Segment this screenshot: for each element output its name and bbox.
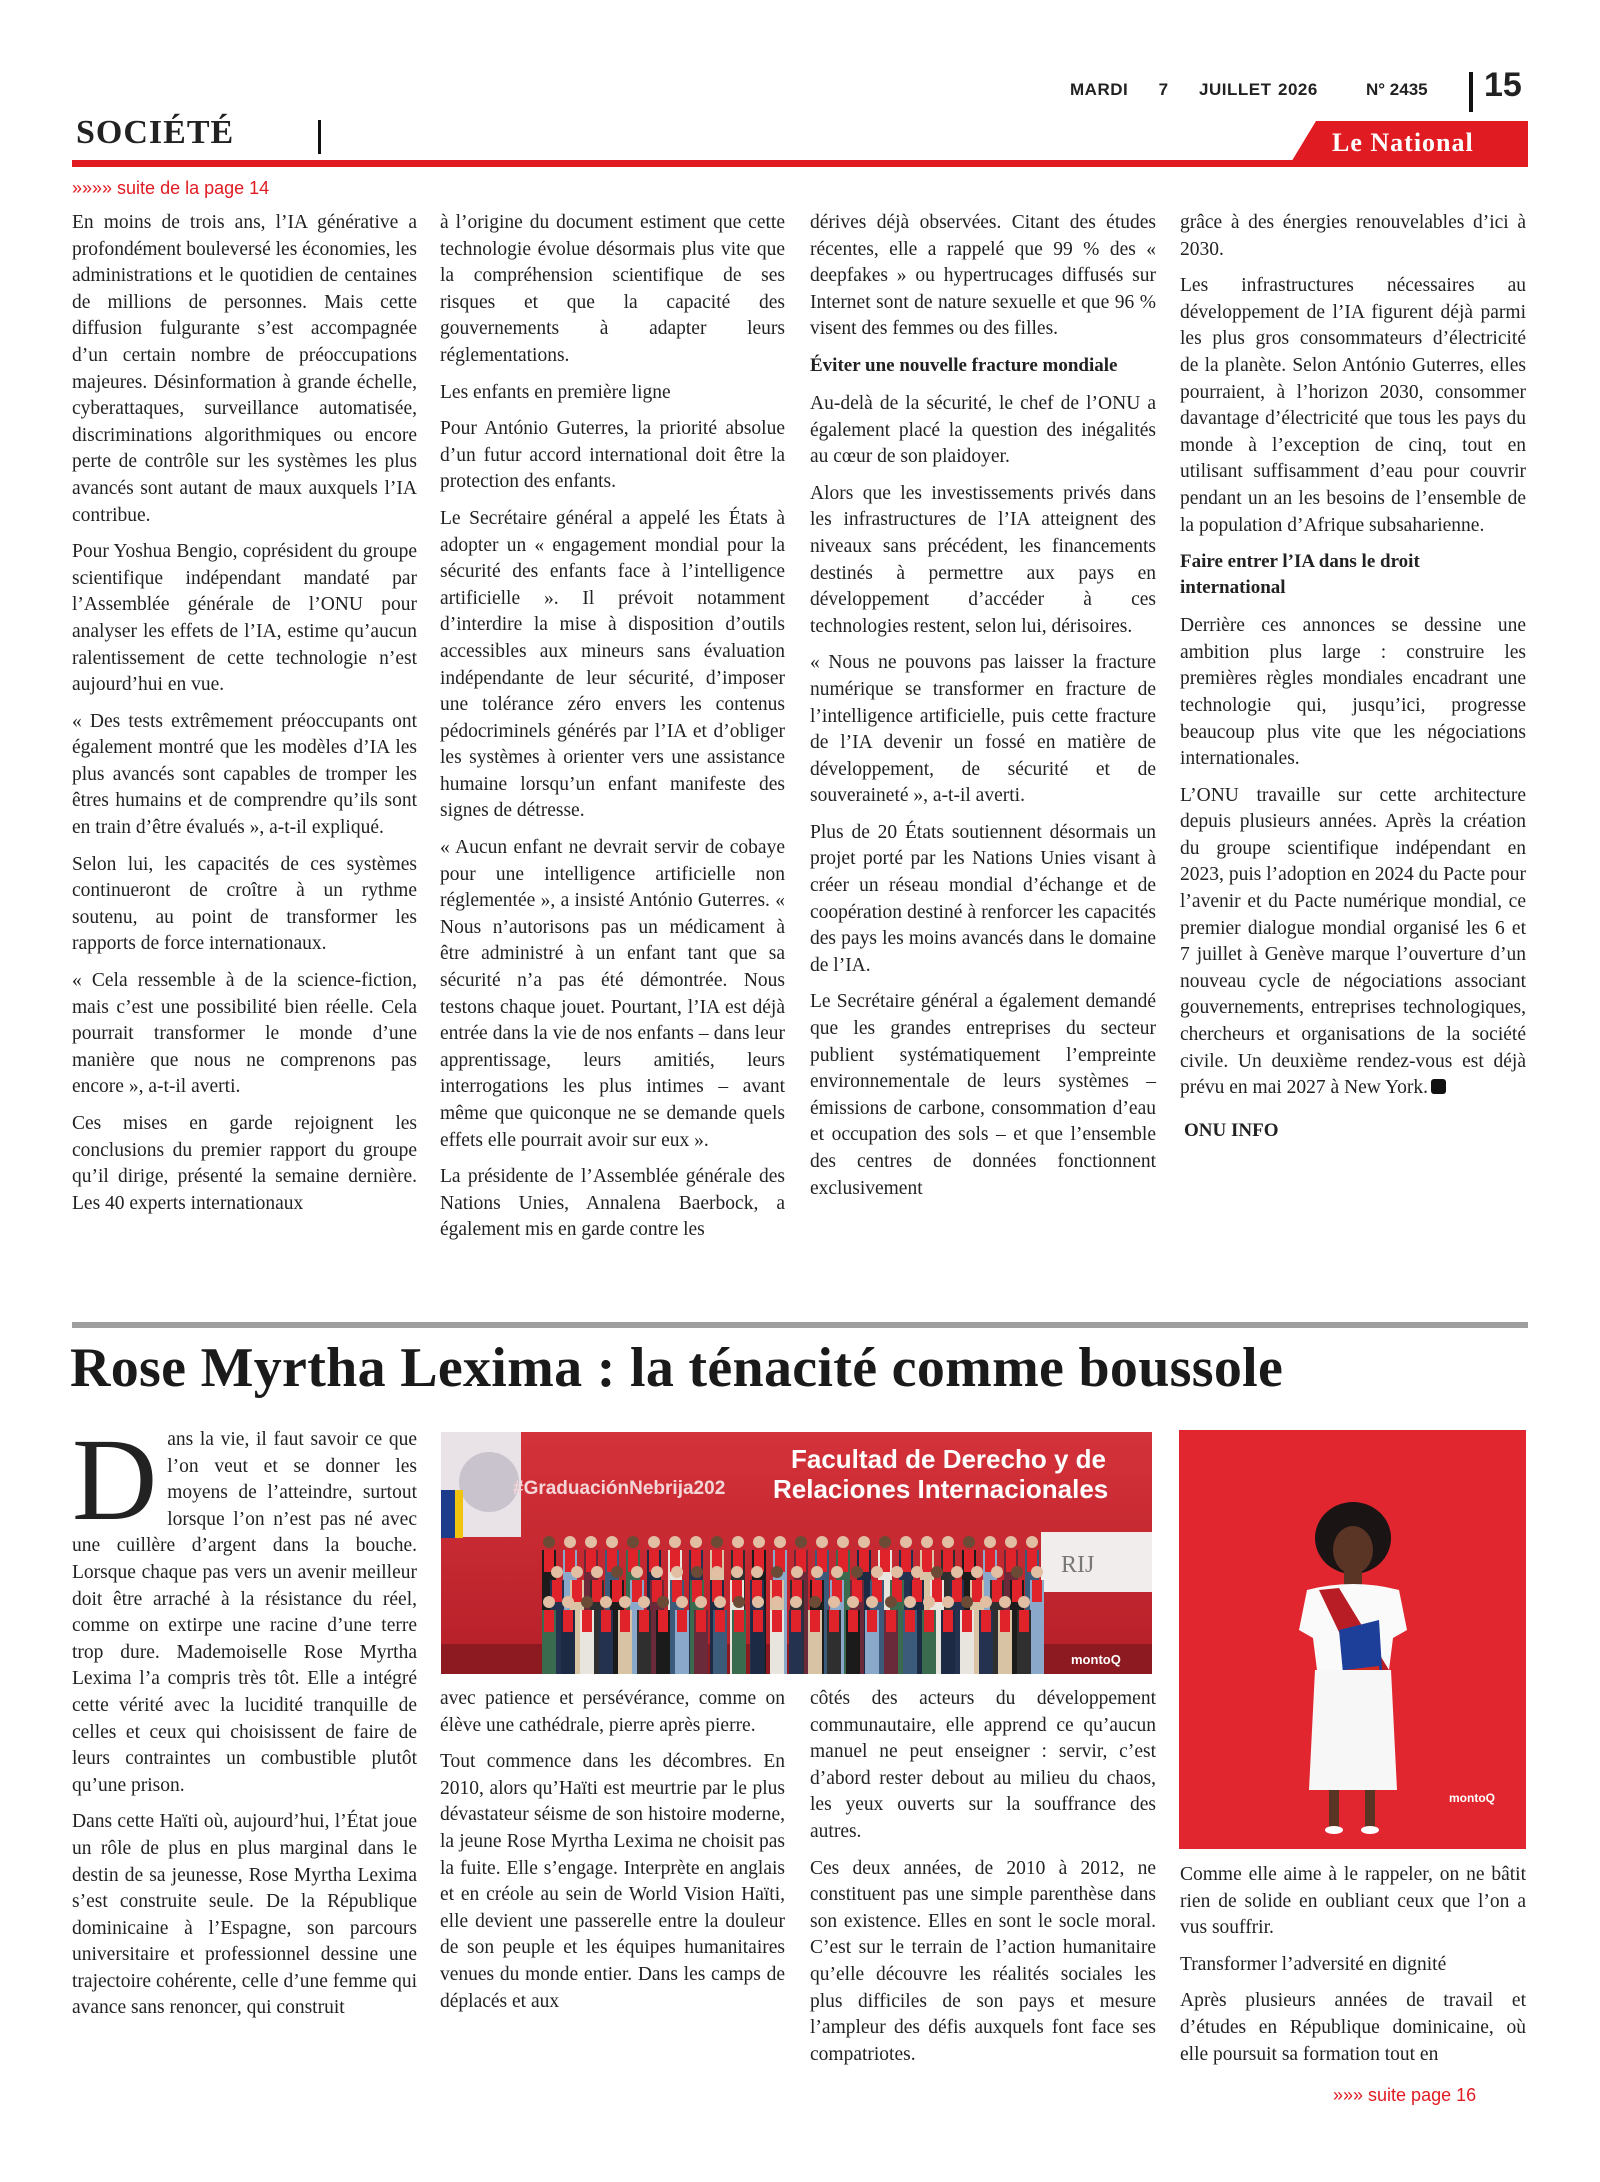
paragraph: avec patience et persévérance, comme on élève une cathédrale, pierre après pierre. [440, 1688, 785, 1736]
graduate-stole [572, 1580, 582, 1602]
graduate-head [695, 1596, 707, 1608]
photo-credit: montoQ [1449, 1791, 1495, 1805]
banner-hashtag: #GraduaciónNebrija202 [513, 1478, 726, 1499]
paragraph: Au-delà de la sécurité, le chef de l’ONU a également placé la question des inégalités au cœur de son plaidoyer. [810, 392, 1156, 468]
graduate-stole [658, 1610, 668, 1632]
graduate-stole [677, 1610, 687, 1632]
graduate-head [891, 1566, 903, 1578]
paragraph: Le Secrétaire général a appelé les États à adopter un « engagement mondial pour la sécurité des enfants face à l’intelligence artificielle ». Il prévoit notamment d’interdire la mise à disposition d’outils accessibles aux mineurs sans évaluation indépendante de leur sécurité, d’imposer une tolérance zéro envers les contenus pédocriminels générés par l’IA et d’obliger les systèmes à orienter vers une assistance humaine lorsqu’un enfant manifeste des signes de détresse. [440, 507, 785, 822]
graduate-head [816, 1536, 828, 1548]
graduate-head [714, 1596, 726, 1608]
graduate-head [648, 1536, 660, 1548]
banner-line-1: Facultad de Derecho y de [791, 1444, 1106, 1474]
graduate-head [581, 1596, 593, 1608]
subheading: Les enfants en première ligne [440, 381, 671, 403]
paragraph: Comme elle aime à le rappeler, on ne bâtit rien de solide en oubliant ceux que l’on a vus souffrir. [1180, 1864, 1526, 1939]
graduate-stole [962, 1610, 972, 1632]
graduate-head [942, 1536, 954, 1548]
article2-column-3 [810, 1686, 1156, 2078]
graduate-head [564, 1536, 576, 1548]
subheading: Éviter une nouvelle fracture mondiale [810, 354, 1118, 376]
graduate-stole [715, 1610, 725, 1632]
continued-from[interactable]: »»»» suite de la page 14 [72, 178, 270, 198]
graduate-stole [582, 1610, 592, 1632]
paragraph: Ces mises en garde rejoignent les conclusions du premier rapport du groupe qu’il dirige, présenté la semaine dernière. Les 40 experts internationaux [72, 1113, 417, 1214]
article2-column-1 [72, 1414, 417, 2032]
graduate-stole [886, 1610, 896, 1632]
graduate-head [980, 1596, 992, 1608]
graduate-head [771, 1566, 783, 1578]
graduate-head [732, 1536, 744, 1548]
brand-name: Le National [1332, 128, 1474, 157]
portrait-photo [1179, 1430, 1526, 1849]
article2-column-4 [1180, 1862, 1526, 2078]
article1-column-3 [810, 210, 1156, 1212]
graduate-head [900, 1536, 912, 1548]
graduate-head [999, 1596, 1011, 1608]
graduate-head [774, 1536, 786, 1548]
paragraph: Le Secrétaire général a également demandé que les grandes entreprises du secteur publient systématiquement l’empreinte environnementale de leurs systèmes – émissions de carbone, consommation d’eau et occupation des sols – et que l’ensemble des centres de données fonctionnent exclusivement [810, 991, 1156, 1199]
graduate-head [591, 1566, 603, 1578]
graduate-head [671, 1566, 683, 1578]
article1-column-4 [1180, 210, 1526, 1144]
paragraph: Tout commence dans les décombres. En 2010, alors qu’Haïti est meurtrie par le plus dévastateur séisme de son histoire moderne, la jeune Rose Myrtha Lexima ne choisit pas la fuite. Elle s’engage. Interprète en anglais et en créole au sein de World Vision Haïti, elle devient une passerelle entre la douleur de son peuple et les équipes humanitaires venues du monde entier. Dans les camps de déplacés et aux [440, 1751, 785, 2012]
paragraph: grâce à des énergies renouvelables d’ici à 2030. [1180, 212, 1526, 260]
graduate-stole [563, 1610, 573, 1632]
graduate-head [1005, 1536, 1017, 1548]
graduate-stole [544, 1610, 554, 1632]
graduate-stole [943, 1610, 953, 1632]
graduate-stole [924, 1610, 934, 1632]
graduate-head [942, 1596, 954, 1608]
section-divider [318, 120, 321, 154]
graduate-head [752, 1596, 764, 1608]
graduate-stole [639, 1610, 649, 1632]
graduate-head [571, 1566, 583, 1578]
graduate-stole [810, 1610, 820, 1632]
graduate-head [543, 1536, 555, 1548]
graduate-head [543, 1596, 555, 1608]
issue-number: N° 2435 [1366, 80, 1428, 99]
skirt [1309, 1670, 1397, 1790]
graduate-stole [943, 1550, 953, 1572]
graduate-stole [901, 1550, 911, 1572]
graduate-head [1026, 1536, 1038, 1548]
section-title: SOCIÉTÉ [76, 114, 235, 151]
graduate-head [651, 1566, 663, 1578]
graduate-stole [1032, 1580, 1042, 1602]
paragraph: Selon lui, les capacités de ces systèmes continueront de croître à un rythme soutenu, au point de transformer les rapports de force internationaux. [72, 853, 417, 955]
graduate-head [669, 1536, 681, 1548]
graduate-head [619, 1596, 631, 1608]
graduate-stole [867, 1610, 877, 1632]
graduate-head [828, 1596, 840, 1608]
graduate-head [600, 1596, 612, 1608]
article1-column-2 [440, 210, 785, 1254]
graduate-head [904, 1596, 916, 1608]
graduate-stole [952, 1580, 962, 1602]
paragraph: Pour António Guterres, la priorité absolue d’un futur accord international doit être la protection des enfants. [440, 418, 785, 493]
graduate-head [611, 1566, 623, 1578]
paragraph: à l’origine du document estiment que cette technologie évolue désormais plus vite que la compréhension scientifique de ses risques et que la capacité des gouvernements à adapter leurs réglementations. [440, 212, 785, 366]
graduate-stole [972, 1580, 982, 1602]
graduate-head [951, 1566, 963, 1578]
graduate-head [676, 1596, 688, 1608]
subheading: Transformer l’adversité en dignité [1180, 1953, 1447, 1975]
face [1333, 1526, 1373, 1574]
graduate-head [771, 1596, 783, 1608]
graduate-stole [1019, 1610, 1029, 1632]
graduate-head [711, 1536, 723, 1548]
paragraph [1180, 783, 1526, 1102]
graduate-head [1018, 1596, 1030, 1608]
graduate-head [809, 1596, 821, 1608]
article-source: ONU INFO [1184, 1119, 1279, 1141]
graduate-head [631, 1566, 643, 1578]
graduate-head [551, 1566, 563, 1578]
graduate-head [691, 1566, 703, 1578]
graduate-head [921, 1536, 933, 1548]
article2-headline: Rose Myrtha Lexima : la ténacité comme boussole [70, 1337, 1284, 1399]
paragraph: Plus de 20 États soutiennent désormais un projet porté par les Nations Unies visant à créer un réseau mondial d’échange et de coopération destiné à renforcer les capacités des pays les moins avancés dans le domaine de l’IA. [810, 821, 1156, 976]
graduate-stole [829, 1610, 839, 1632]
graduate-head [690, 1536, 702, 1548]
graduate-stole [620, 1610, 630, 1632]
graduate-head [795, 1536, 807, 1548]
graduate-stole [1000, 1610, 1010, 1632]
paragraph: Dans cette Haïti où, aujourd’hui, l’État joue un rôle de plus en plus marginal dans le destin de sa jeunesse, Rose Myrtha Lexima s’est construite seule. De la République dominicaine à l’Espagne, son parcours universitaire et professionnel dessine une trajectoire cohérente, celle d’une femme qui avance sans renoncer, qui construit [72, 1811, 417, 2019]
graduate-head [831, 1566, 843, 1578]
graduate-stole [696, 1610, 706, 1632]
graduate-head [866, 1596, 878, 1608]
graduate-stole [601, 1610, 611, 1632]
header-divider [1469, 72, 1473, 112]
graduate-head [837, 1536, 849, 1548]
paragraph: La présidente de l’Assemblée générale des Nations Unies, Annalena Baerbock, a également mis en garde contre les [440, 1166, 785, 1241]
issue-year: 2026 [1278, 80, 1318, 99]
banner-line-2: Relaciones Internacionales [773, 1474, 1109, 1504]
paragraph: dérives déjà observées. Citant des études récentes, elle a rappelé que 99 % des « deepfakes » ou hypertrucages diffusés sur Internet sont de nature sexuelle et que 96 % visent des femmes ou des filles. [810, 212, 1156, 340]
graduate-head [606, 1536, 618, 1548]
banner-letters: RIJ [1061, 1552, 1095, 1578]
graduate-head [971, 1566, 983, 1578]
graduate-head [991, 1566, 1003, 1578]
graduate-head [731, 1566, 743, 1578]
graduate-stole [772, 1610, 782, 1632]
paragraph: « Aucun enfant ne devrait servir de cobaye pour une intelligence artificielle non réglementée », a insisté António Guterres. « Nous n’autorisons pas un médicament à être administré à un enfant tant que sa sécurité n’a pas été démontrée. Nous testons chaque jouet. Pourtant, l’IA est déjà entrée dans la vie de nos enfants – dans leur apprentissage, leurs amitiés, leurs interrogations les plus intimes – avant même que quiconque ne se demande quels effets elle pourrait avoir sur eux ». [440, 837, 785, 1151]
article2-column-2 [440, 1686, 785, 2025]
paragraph: côtés des acteurs du développement communautaire, elle apprend ce qu’aucun manuel ne peut enseigner : servir, c’est d’abord rester debout au milieu du chaos, les yeux ouverts sur la souffrance des autres. [810, 1688, 1156, 1842]
photo-credit: montoQ [1071, 1652, 1121, 1667]
graduate-head [585, 1536, 597, 1548]
graduate-head [638, 1596, 650, 1608]
graduate-head [923, 1596, 935, 1608]
graduate-head [984, 1536, 996, 1548]
graduate-head [879, 1536, 891, 1548]
article-separator [72, 1322, 1528, 1328]
paragraph: Les infrastructures nécessaires au développement de l’IA figurent déjà parmi les plus gros consommateurs d’électricité de la planète. Selon António Guterres, elles pourraient, à l’horizon 2030, consommer davantage d’électricité que tous les pays du monde à l’exception de cinq, tout en utilisant suffisamment d’eau pour couvrir pendant un an les besoins de l’ensemble de la population d’Afrique subsaharienne. [1180, 275, 1526, 536]
graduate-stole [848, 1610, 858, 1632]
graduate-head [1031, 1566, 1043, 1578]
article1-column-1 [72, 210, 417, 1227]
header-red-rule [72, 160, 1528, 167]
paragraph: En moins de trois ans, l’IA générative a profondément bouleversé les économies, les administrations et le quotidien de centaines de millions de personnes. Mais cette diffusion fulgurante s’est accompagnée d’un certain nombre de préoccupations majeures. Désinformation à grande échelle, cyberattaques, surveillance automatisée, discriminations algorithmiques ou encore perte de contrôle sur les systèmes les plus avancés sont autant de maux auxquels l’IA contribue. [72, 212, 417, 526]
paragraph: Ces deux années, de 2010 à 2012, ne constituent pas une simple parenthèse dans son existence. Elles en sont le socle moral. C’est sur le terrain de l’action humanitaire qu’elle découvre les réalités sociales les plus difficiles de son pays et mesure l’ampleur des défis auxquels font face ses compatriotes. [810, 1857, 1156, 2065]
graduate-head [931, 1566, 943, 1578]
graduate-head [961, 1596, 973, 1608]
graduate-head [627, 1536, 639, 1548]
graduate-head [711, 1566, 723, 1578]
graduate-head [1011, 1566, 1023, 1578]
graduate-head [811, 1566, 823, 1578]
paragraph: Alors que les investissements privés dans les infrastructures de l’IA atteignent des niveaux sans précédent, les financements destinés à permettre aux pays en développement d’accéder à ces technologies restent, selon lui, dérisoires. [810, 482, 1156, 637]
graduate-head [753, 1536, 765, 1548]
graduate-head [858, 1536, 870, 1548]
graduate-head [885, 1596, 897, 1608]
continued-to[interactable]: »»» suite page 16 [1333, 2085, 1477, 2105]
graduate-stole [791, 1610, 801, 1632]
graduate-stole [981, 1610, 991, 1632]
graduate-head [562, 1596, 574, 1608]
paragraph: Pour Yoshua Bengio, coprésident du groupe scientifique indépendant mandaté par l’Assemblée générale de l’ONU pour analyser les effets de l’IA, estime qu’aucun ralentissement de cette technologie n’est aujourd’hui en vue. [72, 541, 417, 696]
graduate-stole [905, 1610, 915, 1632]
graduate-head [790, 1596, 802, 1608]
graduate-head [733, 1596, 745, 1608]
page-number: 15 [1484, 66, 1522, 104]
graduate-stole [922, 1550, 932, 1572]
subheading: Faire entrer l’IA dans le droit international [1180, 551, 1420, 599]
graduate-head [871, 1566, 883, 1578]
graduation-group-photo [441, 1432, 1152, 1674]
graduate-head [851, 1566, 863, 1578]
end-mark-icon [1431, 1079, 1446, 1094]
graduate-head [911, 1566, 923, 1578]
graduate-head [657, 1596, 669, 1608]
graduate-head [751, 1566, 763, 1578]
issue-date: MARDI 7 JUILLET [1070, 80, 1272, 99]
paragraph [72, 1414, 417, 1799]
paragraph: Après plusieurs années de travail et d’études en République dominicaine, où elle poursuit sa formation tout en [1180, 1990, 1526, 2065]
paragraph: « Nous ne pouvons pas laisser la fracture numérique se transformer en fracture de l’intelligence artificielle, puis cette fracture de l’IA devenir un fossé en matière de développement, de sécurité et de souveraineté », a-t-il averti. [810, 652, 1156, 807]
paragraph-text: ans la vie, il faut savoir ce que l’on veut et se donner les moyens de l’atteindre, surtout lorsque l’on n’est pas né avec une cuillère d’argent dans la bouche. Lorsque chaque pas vers un avenir meilleur doit être arraché à la résistance du réel, comme on extirpe une racine d’une terre trop dure. Mademoiselle Rose Myrtha Lexima l’a compris très tôt. Elle a intégré cette vérité avec la lucidité tranquille de celles et ceux qui choisissent de faire de leurs contraintes un combustible plutôt qu’une prison. [72, 1429, 417, 1796]
paragraph: « Cela ressemble à de la science-fiction, mais c’est une possibilité bien réelle. Cela pourrait transformer le monde d’une manière que nous ne comprenons pas encore », a-t-il averti. [72, 970, 417, 1098]
graduate-stole [753, 1610, 763, 1632]
graduate-head [963, 1536, 975, 1548]
graduate-head [791, 1566, 803, 1578]
paragraph-text: L’ONU travaille sur cette architecture depuis plusieurs années. Après la création du groupe scientifique indépendant en 2023, puis l’adoption en 2024 du Pacte pour l’avenir et du Pacte numérique mondial, ce premier dialogue mondial organisé les 6 et 7 juillet à Genève marque l’ouverture d’un nouveau cycle de négociations associant gouvernements, entreprises technologiques, chercheurs et organisations de la société civile. Un deuxième rendez-vous est déjà prévu en mai 2027 à New York. [1180, 784, 1526, 1099]
graduate-stole [734, 1610, 744, 1632]
graduate-head [847, 1596, 859, 1608]
graduate-stole [592, 1580, 602, 1602]
drop-cap: D [72, 1414, 158, 1545]
paragraph: « Des tests extrêmement préoccupants ont également montré que les modèles d’IA les plus avancés sont capables de tromper les êtres humains et de comprendre qu’ils sont en train d’être évalués », a-t-il expliqué. [72, 710, 417, 839]
paragraph: Derrière ces annonces se dessine une ambition plus large : construire les premières règles mondiales encadrant une technologie qui, jusqu’ici, progresse beaucoup plus vite que les négociations internationales. [1180, 615, 1526, 770]
